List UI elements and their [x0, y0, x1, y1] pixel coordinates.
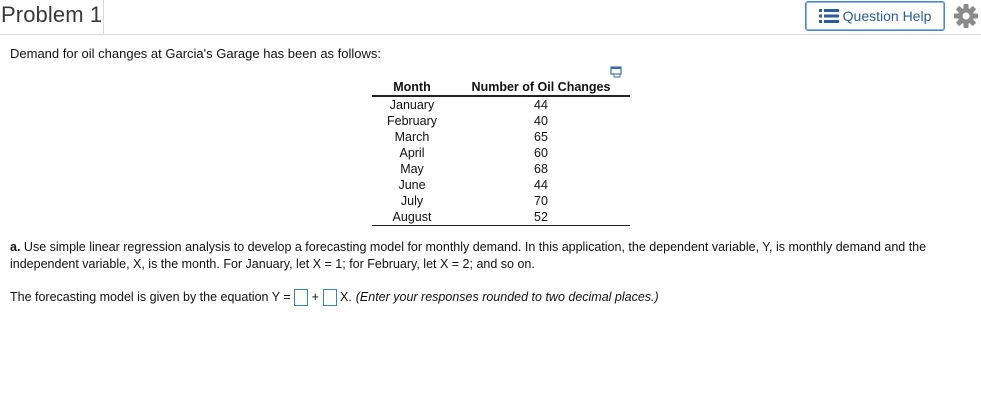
- month-cell: January: [389, 98, 435, 112]
- table-row: [372, 96, 630, 113]
- header-bar: [0, 0, 981, 35]
- table-header-row: [372, 79, 630, 96]
- column-header-month: Month: [372, 79, 452, 96]
- plus-sign: +: [311, 290, 319, 304]
- title-divider: [103, 0, 104, 34]
- value-cell: 60: [534, 146, 548, 160]
- answer-line: [10, 288, 659, 306]
- answer-lead-text: The forecasting model is given by the equation Y =: [10, 290, 291, 304]
- rounding-note: (Enter your responses rounded to two decimal places.): [355, 290, 659, 304]
- question-help-label: Question Help: [842, 8, 932, 24]
- question-help-button[interactable]: [805, 1, 945, 31]
- question-part-label: a.: [10, 240, 21, 254]
- table-row: [372, 113, 630, 129]
- value-cell: 70: [534, 194, 548, 208]
- gear-icon[interactable]: [953, 3, 979, 29]
- table-row: [372, 129, 630, 145]
- value-cell: 65: [534, 130, 548, 144]
- table-row: [372, 145, 630, 161]
- table-row: [372, 177, 630, 193]
- copy-table-icon[interactable]: [610, 66, 623, 78]
- value-cell: 68: [534, 162, 548, 176]
- month-cell: June: [398, 178, 426, 192]
- month-cell: April: [399, 146, 425, 160]
- column-header-oil-changes: Number of Oil Changes: [452, 79, 630, 96]
- list-icon: [819, 9, 839, 23]
- slope-input[interactable]: [323, 289, 337, 306]
- page-title: Problem 1: [1, 2, 103, 27]
- value-cell: 44: [534, 178, 548, 192]
- value-cell: 52: [452, 209, 630, 226]
- table-row: [372, 209, 630, 226]
- month-cell: August: [372, 209, 452, 226]
- table-row: [372, 193, 630, 209]
- value-cell: 40: [534, 114, 548, 128]
- question-text: Use simple linear regression analysis to develop a forecasting model for monthly demand. In this application, the dependent variable, Y, is monthly demand and the independent variable, X, is the month. For January, let X = 1; for February, let X = 2; and so on.: [10, 240, 927, 271]
- oil-changes-table: [372, 79, 630, 226]
- question-part-a: [10, 239, 975, 273]
- answer-tail-text: X.: [339, 290, 352, 304]
- month-cell: February: [386, 114, 438, 128]
- value-cell: 44: [534, 98, 548, 112]
- problem-prompt: Demand for oil changes at Garcia's Garage has been as follows:: [10, 46, 382, 61]
- intercept-input[interactable]: [294, 289, 308, 306]
- table-row: [372, 161, 630, 177]
- month-cell: May: [400, 162, 424, 176]
- month-cell: July: [400, 194, 424, 208]
- month-cell: March: [394, 130, 430, 144]
